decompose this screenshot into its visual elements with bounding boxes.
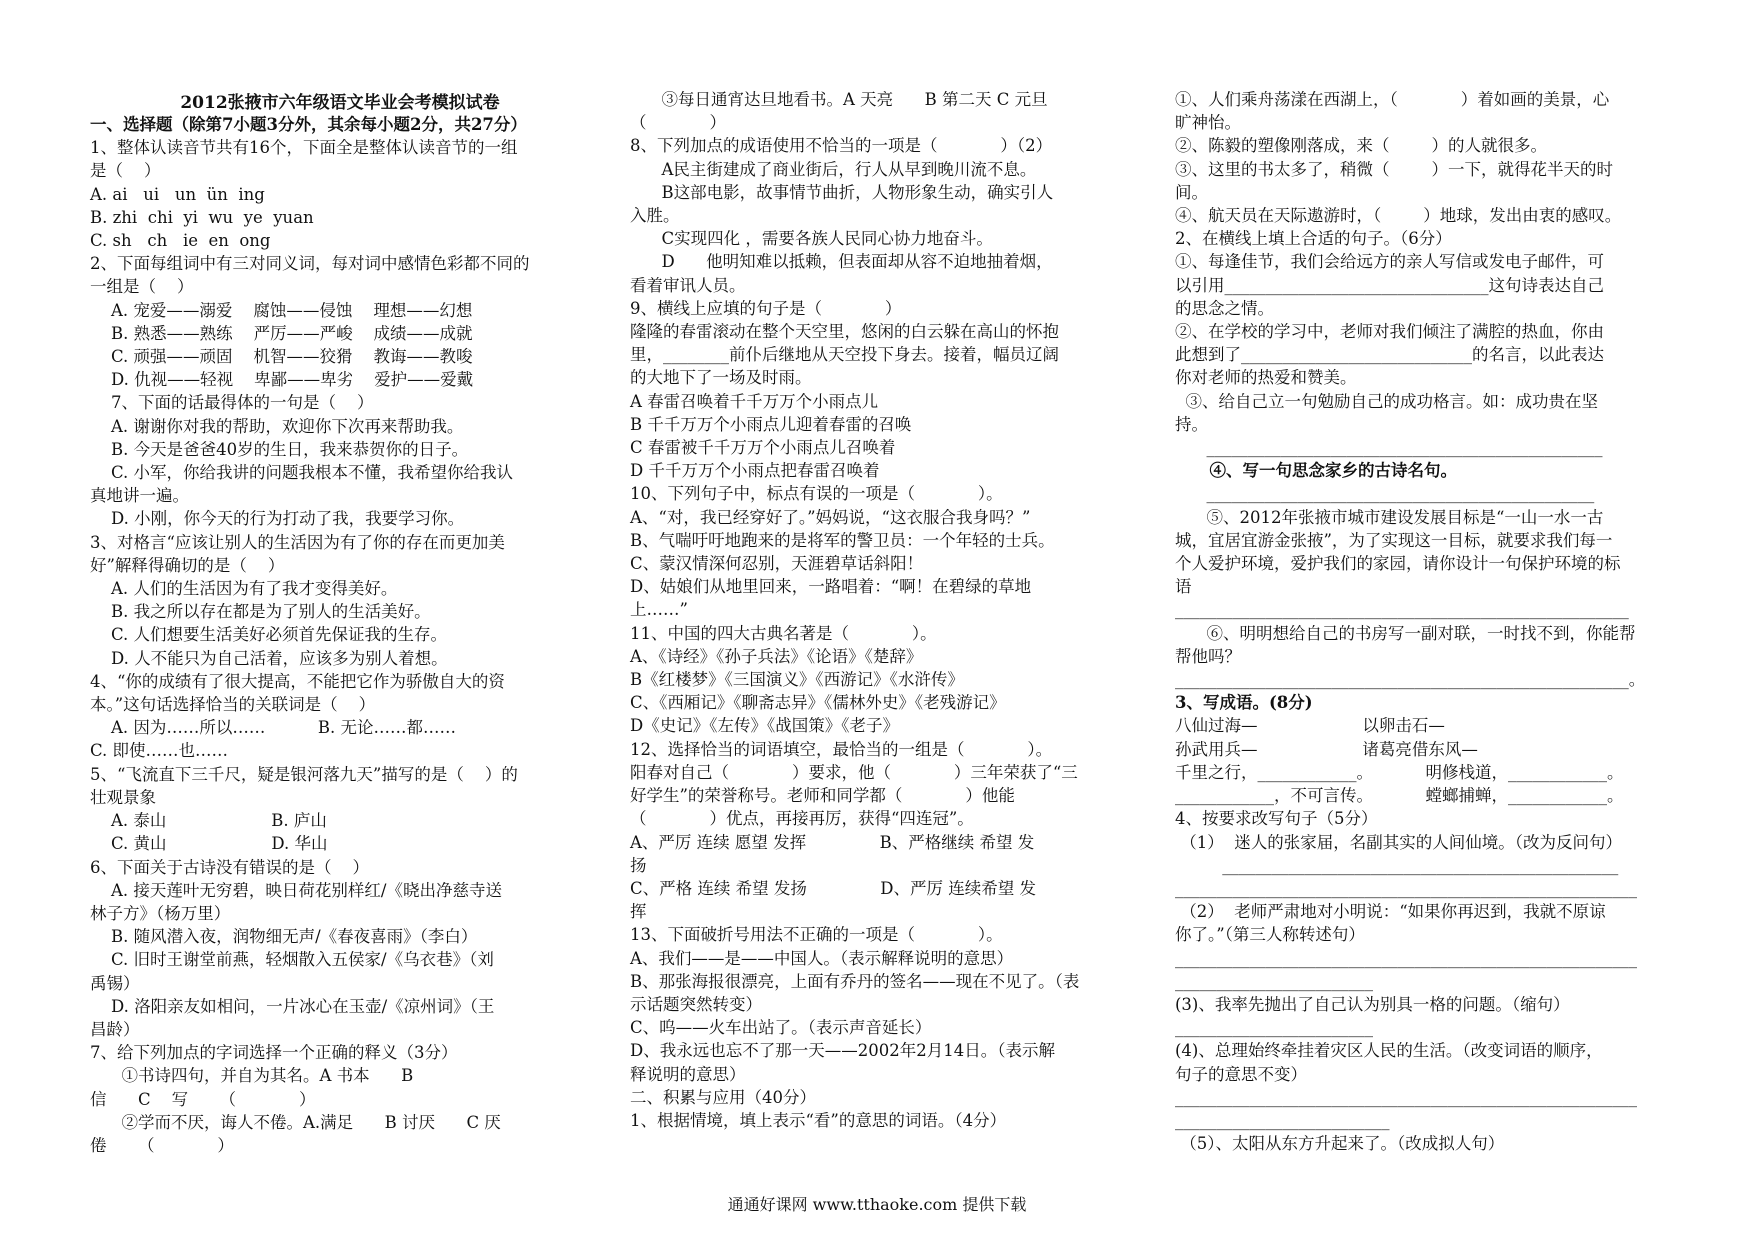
text-line: 里，________前仆后继地从天空投下身去。接着，幅员辽阔 xyxy=(630,345,1059,365)
text-line: C、《西厢记》《聊斋志异》《儒林外史》《老残游记》 xyxy=(630,693,1006,713)
text-line: ________________________________________________________ xyxy=(1175,1087,1637,1107)
text-line: 真地讲一遍。 xyxy=(90,486,189,506)
text-line: B《红楼梦》《三国演义》《西游记》《水浒传》 xyxy=(630,670,964,690)
text-line: 孙武用兵— 诸葛亮借东风— xyxy=(1175,739,1478,759)
text-line: 林子方》（杨万里） xyxy=(90,903,231,923)
text-line: A. 人们的生活因为有了我才变得美好。 xyxy=(90,579,398,599)
text-line: ________________________ xyxy=(1175,1018,1373,1038)
text-line: ________________________________________________ xyxy=(1175,438,1603,458)
text-line: C. 旧时王谢堂前燕，轻烟散入五侯家/《乌衣巷》（刘 xyxy=(90,950,494,970)
text-line: 此想到了____________________________的名言，以此表达 xyxy=(1175,345,1604,365)
text-line: 昌龄） xyxy=(90,1019,140,1039)
text-line: 4、“你的成绩有了很大提高，不能把它作为骄傲自大的资 xyxy=(90,671,505,691)
text-line: B. 我之所以存在都是为了别人的生活美好。 xyxy=(90,602,431,622)
text-line: A、严厉 连续 愿望 发挥 B、严格继续 希望 发 xyxy=(630,832,1035,852)
text-line: C. 黄山 D. 华山 xyxy=(90,834,328,854)
text-line: ②、陈毅的塑像刚落成，来（ ）的人就很多。 xyxy=(1175,136,1547,156)
text-line: ④、航天员在天际遨游时，（ ）地球，发出由衷的感叹。 xyxy=(1175,206,1622,226)
text-line: 7、下面的话最得体的一句是（ ） xyxy=(90,393,374,413)
text-line: 句子的意思不变） xyxy=(1175,1064,1307,1084)
text-line: 二、积累与应用（40分） xyxy=(630,1087,816,1107)
text-line: ①、每逢佳节，我们会给远方的亲人写信或发电子邮件，可 xyxy=(1175,252,1604,272)
text-line: 隆隆的春雷滚动在整个天空里，悠闲的白云躲在高山的怀抱 xyxy=(630,322,1059,342)
text-line: D、姑娘们从地里回来，一路唱着：“啊！在碧绿的草地 xyxy=(630,577,1032,597)
text-line: B 千千万万个小雨点儿迎着春雷的召唤 xyxy=(630,414,912,434)
text-line: 1、根据情境，填上表示“看”的意思的词语。（4分） xyxy=(630,1110,1007,1130)
text-line: D 他明知难以抵赖，但表面却从容不迫地抽着烟， xyxy=(630,252,1053,272)
text-line: _______________________________________________________ xyxy=(1175,600,1629,620)
text-line: D《史记》《左传》《战国策》《老子》 xyxy=(630,716,899,736)
text-line: 间。 xyxy=(1175,182,1208,202)
text-line: ________________________________________________________ xyxy=(1175,948,1637,968)
text-line: A民主街建成了商业街后，行人从早到晚川流不息。 xyxy=(630,159,1037,179)
text-line: 1、整体认读音节共有16个，下面全是整体认读音节的一组 xyxy=(90,138,518,158)
text-line: ③、给自己立一句勉励自己的成功格言。如：成功贵在坚 xyxy=(1175,391,1598,411)
text-line: C、蒙汉情深何忍别，天涯碧草话斜阳！ xyxy=(630,554,924,574)
text-line: 入胜。 xyxy=(630,206,680,226)
footer-credit: 通通好课网 www.tthaoke.com 提供下载 xyxy=(727,1195,1027,1214)
text-line: A. 泰山 B. 庐山 xyxy=(90,811,327,831)
text-line: 8、下列加点的成语使用不恰当的一项是（ ）（2） xyxy=(630,136,1053,156)
text-line: D. 洛阳亲友如相问，一片冰心在玉壶/《凉州词》（王 xyxy=(90,996,495,1016)
text-line: B、那张海报很漂亮，上面有乔丹的签名——现在不见了。（表 xyxy=(630,971,1080,991)
text-line: 6、下面关于古诗没有错误的是（ ） xyxy=(90,857,369,877)
text-line: B. 熟悉——熟练 严厉——严峻 成绩——成就 xyxy=(90,323,473,343)
text-line: D. 小刚，你今天的行为打动了我，我要学习你。 xyxy=(90,509,465,529)
column-left xyxy=(90,88,590,1157)
text-line: ①、人们乘舟荡漾在西湖上，（ ）着如画的美景，心 xyxy=(1175,90,1610,109)
text-line: 持。 xyxy=(1175,414,1208,434)
text-line: （ ）优点，再接再厉，获得“四连冠”。 xyxy=(630,809,974,829)
text-line: 看着审讯人员。 xyxy=(630,275,746,295)
text-line: _______________________________________________ xyxy=(1175,484,1595,504)
text-line: （1） 迷人的张家届，名副其实的人间仙境。（改为反问句） xyxy=(1175,832,1622,852)
text-line: 好学生”的荣誉称号。老师和同学都（ ）他能 xyxy=(630,786,1015,806)
text-line: 禹锡） xyxy=(90,973,140,993)
text-line: 是（ ） xyxy=(90,161,161,181)
text-line: 上……” xyxy=(630,600,688,620)
text-line: ②学而不厌，诲人不倦。A.满足 B 讨厌 C 厌 xyxy=(90,1112,501,1132)
text-line: A. 谢谢你对我的帮助，欢迎你下次再来帮助我。 xyxy=(90,416,464,436)
text-line: 你了。”（第三人称转述句） xyxy=(1175,925,1365,945)
text-line: ⑤、2012年张掖市城市建设发展目标是“一山一水一古 xyxy=(1175,507,1604,527)
text-line: ③、这里的书太多了，稍微（ ）一下，就得花半天的时 xyxy=(1175,159,1613,179)
text-line: A、《诗经》《孙子兵法》《论语》《楚辞》 xyxy=(630,646,923,666)
text-line: C. 人们想要生活美好必须首先保证我的生存。 xyxy=(90,625,448,645)
text-line: 9、横线上应填的句子是（ ） xyxy=(630,298,902,318)
text-line: B、气喘吁吁地跑来的是将军的警卫员：一个年轻的士兵。 xyxy=(630,530,1055,550)
text-line: （5）、太阳从东方升起来了。（改成拟人句） xyxy=(1175,1134,1505,1154)
text-line: D 千千万万个小雨点把春雷召唤着 xyxy=(630,461,880,481)
text-line: 11、中国的四大古典名著是（ ）。 xyxy=(630,623,937,643)
text-line: ①书诗四句，并自为其名。A 书本 B xyxy=(90,1066,414,1086)
text-line: __________________________ xyxy=(1175,1110,1390,1130)
text-line: (3)、我率先抛出了自己认为别具一格的问题。（缩句） xyxy=(1175,994,1570,1014)
text-line: ⑥、明明想给自己的书房写一副对联，一时找不到，你能帮 xyxy=(1175,623,1636,643)
text-line: ②、在学校的学习中，老师对我们倾注了满腔的热血，你由 xyxy=(1175,322,1604,342)
text-line: 你对老师的热爱和赞美。 xyxy=(1175,368,1357,388)
text-line: 好”解释得确切的是（ ） xyxy=(90,555,285,575)
text-line: ________________________________________________________ xyxy=(1175,878,1637,898)
text-line: 的思念之情。 xyxy=(1175,298,1274,318)
text-line: 的大地下了一场及时雨。 xyxy=(630,368,812,388)
text-line: C. sh ch ie en ong xyxy=(90,231,271,251)
text-line: ________________________________________________ xyxy=(1175,855,1619,875)
text-line: 12、选择恰当的词语填空，最恰当的一组是（ ）。 xyxy=(630,739,1053,759)
text-line: 释说明的意思） xyxy=(630,1064,746,1084)
text-line: A、“对，我已经穿好了。”妈妈说，“这衣服合我身吗？” xyxy=(630,507,1031,527)
text-line: 一组是（ ） xyxy=(90,277,194,297)
text-line: 3、写成语。(8分) xyxy=(1175,693,1313,713)
text-line: 2、下面每组词中有三对同义词，每对词中感情色彩都不同的 xyxy=(90,254,530,274)
text-line: A. 接天莲叶无穷碧，映日荷花别样红/《晓出净慈寺送 xyxy=(90,880,502,900)
text-line: 个人爱护环境，爱护我们的家园，请你设计一句保护环境的标 xyxy=(1175,554,1621,574)
text-line: (4)、总理始终牵挂着灾区人民的生活。（改变词语的顺序， xyxy=(1175,1041,1603,1061)
text-line: 阳春对自己（ ）要求，他（ ）三年荣获了“三 xyxy=(630,762,1078,782)
text-line: 本。”这句话选择恰当的关联词是（ ） xyxy=(90,695,376,715)
text-line: 以引用________________________________这句诗表达自己 xyxy=(1175,275,1604,295)
text-line: A. 因为……所以…… B. 无论……都…… xyxy=(90,718,456,738)
text-line: C、严格 连续 希望 发扬 D、严厉 连续希望 发 xyxy=(630,878,1037,898)
text-line: ________________________ xyxy=(1175,971,1373,991)
text-line: 城，宜居宜游金张掖”，为了实现这一目标，就要求我们每一 xyxy=(1175,530,1613,550)
text-line: A 春雷召唤着千千万万个小雨点儿 xyxy=(630,391,879,411)
text-line: D、我永远也忘不了那一天——2002年2月14日。（表示解 xyxy=(630,1041,1055,1061)
text-line: （ ） xyxy=(630,113,726,133)
text-line: _______________________________________________________。 xyxy=(1175,670,1646,690)
text-line: 壮观景象 xyxy=(90,787,156,807)
text-line: 帮他吗？ xyxy=(1175,646,1241,666)
text-line: 7、给下列加点的字词选择一个正确的释义（3分） xyxy=(90,1043,458,1063)
text-line: C. 即使……也…… xyxy=(90,741,229,761)
text-line: B. 今天是爸爸40岁的生日，我来恭贺你的日子。 xyxy=(90,439,469,459)
text-line: ③每日通宵达旦地看书。A 天亮 B 第二天 C 元旦 xyxy=(630,90,1048,109)
text-line: B这部电影，故事情节曲折，人物形象生动，确实引人 xyxy=(630,182,1054,202)
text-line: 旷神怡。 xyxy=(1175,113,1241,133)
text-line: ____________，不可言传。 螳螂捕蝉，____________。 xyxy=(1175,786,1624,806)
column-middle xyxy=(630,88,1135,1132)
page-title: 2012张掖市六年级语文毕业会考模拟试卷 xyxy=(180,93,500,113)
text-line: 信 C 写 （ ） xyxy=(90,1089,316,1109)
text-line: 八仙过海— 以卵击石— xyxy=(1175,716,1445,736)
text-line: C. 小军，你给我讲的问题我根本不懂，我希望你给我认 xyxy=(90,463,514,483)
text-line: B. zhi chi yi wu ye yuan xyxy=(90,207,314,227)
text-line: 2、在横线上填上合适的句子。（6分） xyxy=(1175,229,1452,249)
text-line: （2） 老师严肃地对小明说：“如果你再迟到，我就不原谅 xyxy=(1175,902,1606,922)
text-line: D. 仇视——轻视 卑鄙——卑劣 爱护——爱戴 xyxy=(90,370,474,390)
text-line: D. 人不能只为自己活着，应该多为别人着想。 xyxy=(90,648,448,668)
text-line: ④、写一句思念家乡的古诗名句。 xyxy=(1175,461,1457,481)
text-line: 10、下列句子中，标点有误的一项是（ ）。 xyxy=(630,484,1003,504)
text-line: 倦 （ ） xyxy=(90,1135,234,1155)
text-line: 4、按要求改写句子（5分） xyxy=(1175,809,1378,829)
text-line: C 春雷被千千万万个小雨点儿召唤着 xyxy=(630,438,896,458)
text-line: 3、对格言“应该让别人的生活因为有了你的存在而更加美 xyxy=(90,532,505,552)
text-line: 语 xyxy=(1175,577,1192,597)
text-line: 千里之行，____________。 明修栈道，____________。 xyxy=(1175,762,1624,782)
text-line: C、呜——火车出站了。（表示声音延长） xyxy=(630,1018,932,1038)
text-line: A、我们——是——中国人。（表示解释说明的意思） xyxy=(630,948,1014,968)
text-line: 一、选择题（除第7小题3分外，其余每小题2分，共27分） xyxy=(90,115,527,134)
text-line: A. 宠爱——溺爱 腐蚀——侵蚀 理想——幻想 xyxy=(90,300,473,320)
text-line: 13、下面破折号用法不正确的一项是（ ）。 xyxy=(630,925,1003,945)
text-line: A. ai ui un ün ing xyxy=(90,184,265,204)
text-line: C实现四化 ，需要各族人民同心协力地奋斗。 xyxy=(630,229,993,249)
text-line: C. 顽强——顽固 机智——狡猾 教诲——教唆 xyxy=(90,347,473,367)
text-line: 扬 xyxy=(630,855,647,875)
text-line: 示话题突然转变） xyxy=(630,994,762,1014)
text-line: B. 随风潜入夜，润物细无声/《春夜喜雨》（李白） xyxy=(90,927,478,947)
text-line: 5、“飞流直下三千尺，疑是银河落九天”描写的是（ ）的 xyxy=(90,764,518,784)
text-line: 挥 xyxy=(630,902,647,922)
column-right xyxy=(1175,88,1680,1155)
